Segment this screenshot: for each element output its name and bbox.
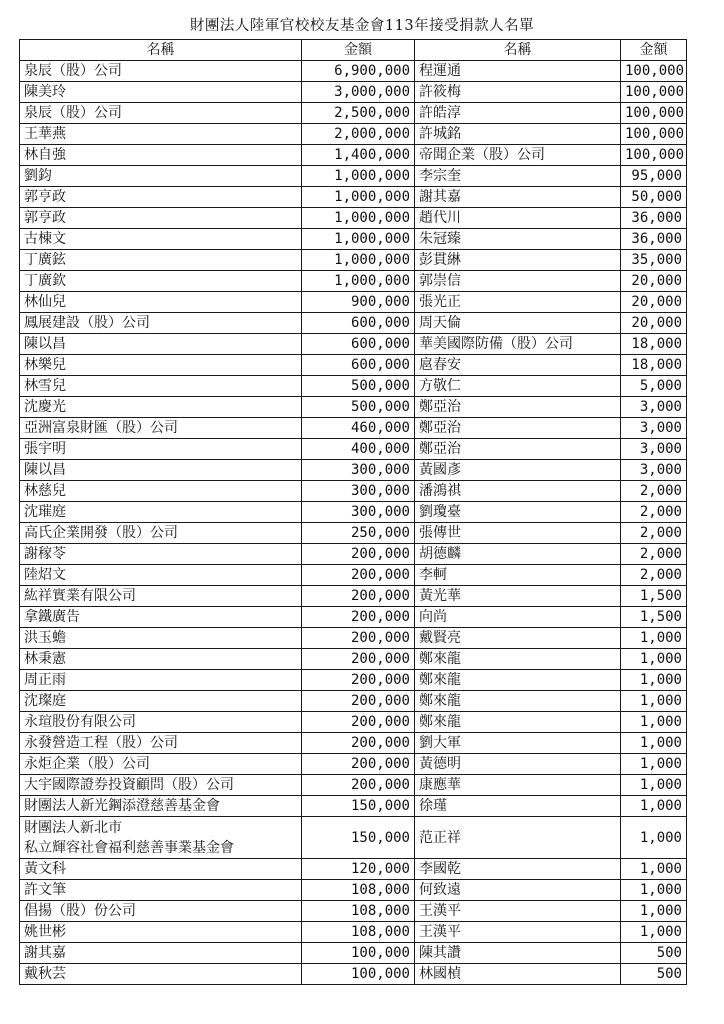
donation-amount-right: 20,000 xyxy=(621,271,687,292)
donor-name-left-line: 拿鐵廣告 xyxy=(24,609,80,625)
donation-amount-right: 100,000 xyxy=(621,82,687,103)
donor-name-left-line: 永瑄股份有限公司 xyxy=(24,714,136,730)
donation-amount-left: 108,000 xyxy=(302,901,415,922)
table-row xyxy=(20,544,687,565)
table-row xyxy=(20,208,687,229)
table-header-row xyxy=(20,40,687,61)
table-row xyxy=(20,166,687,187)
donor-name-left-line: 泉辰（股）公司 xyxy=(24,105,122,121)
table-row xyxy=(20,775,687,796)
donation-amount-right: 500 xyxy=(621,943,687,964)
table-row xyxy=(20,250,687,271)
donation-amount-left: 200,000 xyxy=(302,691,415,712)
donation-amount-right: 1,000 xyxy=(621,733,687,754)
donor-name-left xyxy=(20,964,302,985)
donor-name-left xyxy=(20,901,302,922)
table-row xyxy=(20,481,687,502)
donation-amount-left: 600,000 xyxy=(302,355,415,376)
donation-amount-left: 200,000 xyxy=(302,670,415,691)
donor-name-left-line: 紘祥實業有限公司 xyxy=(24,588,136,604)
donor-name-left-line: 泉辰（股）公司 xyxy=(24,63,122,79)
header-name-left: 名稱 xyxy=(20,40,302,61)
donation-amount-right: 100,000 xyxy=(621,145,687,166)
donor-name-right: 鄭亞治 xyxy=(415,397,621,418)
table-row xyxy=(20,964,687,985)
table-row xyxy=(20,502,687,523)
table-row xyxy=(20,82,687,103)
donor-table-body xyxy=(20,61,687,985)
donor-name-right: 朱冠臻 xyxy=(415,229,621,250)
donor-name-left-line: 陸炤文 xyxy=(24,567,66,583)
donation-amount-right: 1,000 xyxy=(621,691,687,712)
donation-amount-right: 1,000 xyxy=(621,880,687,901)
table-row xyxy=(20,733,687,754)
donation-amount-left: 200,000 xyxy=(302,544,415,565)
donor-name-right: 林國楨 xyxy=(415,964,621,985)
donor-name-left-line: 郭亨政 xyxy=(24,189,66,205)
table-row xyxy=(20,271,687,292)
donor-name-left-line: 大宇國際證券投資顧問（股）公司 xyxy=(24,777,234,793)
donor-table xyxy=(19,39,687,985)
donor-name-left xyxy=(20,943,302,964)
donor-name-left xyxy=(20,124,302,145)
donor-name-left xyxy=(20,439,302,460)
table-row xyxy=(20,439,687,460)
donor-name-right: 程運通 xyxy=(415,61,621,82)
donor-name-left-line: 陳美玲 xyxy=(24,84,66,100)
donor-name-left xyxy=(20,670,302,691)
donor-name-left xyxy=(20,523,302,544)
table-row xyxy=(20,292,687,313)
donor-name-right: 鄭來龍 xyxy=(415,712,621,733)
header-name-right: 名稱 xyxy=(415,40,621,61)
donor-name-right: 許皓淳 xyxy=(415,103,621,124)
donor-name-right: 康應華 xyxy=(415,775,621,796)
donor-name-left-line: 林仙兒 xyxy=(24,294,66,310)
donation-amount-right: 2,000 xyxy=(621,523,687,544)
donor-name-left xyxy=(20,103,302,124)
donor-name-right: 黃國彥 xyxy=(415,460,621,481)
donor-name-right: 華美國際防備（股）公司 xyxy=(415,334,621,355)
table-row xyxy=(20,229,687,250)
table-row xyxy=(20,334,687,355)
donation-amount-left: 200,000 xyxy=(302,733,415,754)
table-row xyxy=(20,586,687,607)
donor-name-left-line: 鳳展建設（股）公司 xyxy=(24,315,150,331)
donor-name-left-line: 王華燕 xyxy=(24,126,66,142)
donation-amount-left: 600,000 xyxy=(302,334,415,355)
donation-amount-left: 120,000 xyxy=(302,859,415,880)
donor-name-right: 趙代川 xyxy=(415,208,621,229)
donor-name-left xyxy=(20,880,302,901)
donation-amount-left: 108,000 xyxy=(302,880,415,901)
donor-name-left xyxy=(20,712,302,733)
table-row xyxy=(20,901,687,922)
table-row xyxy=(20,922,687,943)
donor-name-right: 向尚 xyxy=(415,607,621,628)
donor-name-left xyxy=(20,565,302,586)
donor-name-left-line: 黃文科 xyxy=(24,861,66,877)
donation-amount-right: 1,000 xyxy=(621,754,687,775)
donor-name-right: 徐瑾 xyxy=(415,796,621,817)
donation-amount-right: 1,500 xyxy=(621,607,687,628)
donation-amount-left: 6,900,000 xyxy=(302,61,415,82)
donor-name-left-line: 沈璨庭 xyxy=(24,693,66,709)
table-row xyxy=(20,376,687,397)
donation-amount-right: 1,000 xyxy=(621,901,687,922)
table-row xyxy=(20,859,687,880)
donor-name-left-line: 陳以昌 xyxy=(24,336,66,352)
donor-name-right: 范正祥 xyxy=(415,817,621,859)
donor-name-left xyxy=(20,796,302,817)
donor-name-left-line: 古棟文 xyxy=(24,231,66,247)
donation-amount-left: 1,000,000 xyxy=(302,271,415,292)
donor-name-left-line: 丁廣鉉 xyxy=(24,252,66,268)
table-row xyxy=(20,460,687,481)
table-row xyxy=(20,943,687,964)
donation-amount-right: 1,000 xyxy=(621,817,687,859)
table-row xyxy=(20,796,687,817)
donation-amount-left: 200,000 xyxy=(302,754,415,775)
donation-amount-left: 1,000,000 xyxy=(302,229,415,250)
donor-name-right: 許筱梅 xyxy=(415,82,621,103)
donor-name-right: 陳其讚 xyxy=(415,943,621,964)
donation-amount-right: 2,000 xyxy=(621,544,687,565)
table-row xyxy=(20,124,687,145)
donor-name-right: 扈春安 xyxy=(415,355,621,376)
donation-amount-right: 95,000 xyxy=(621,166,687,187)
donor-name-left-line: 倡揚（股）份公司 xyxy=(24,903,136,919)
table-row xyxy=(20,397,687,418)
donor-name-right: 張光正 xyxy=(415,292,621,313)
donor-name-right: 郭崇信 xyxy=(415,271,621,292)
table-row xyxy=(20,817,687,859)
donation-amount-left: 300,000 xyxy=(302,460,415,481)
donation-amount-left: 100,000 xyxy=(302,943,415,964)
donor-name-right: 謝其嘉 xyxy=(415,187,621,208)
donor-name-left xyxy=(20,649,302,670)
donation-amount-right: 1,000 xyxy=(621,859,687,880)
donation-amount-left: 3,000,000 xyxy=(302,82,415,103)
donation-amount-left: 600,000 xyxy=(302,313,415,334)
donor-name-right: 彭貫綝 xyxy=(415,250,621,271)
table-row xyxy=(20,187,687,208)
table-row xyxy=(20,607,687,628)
donation-amount-left: 200,000 xyxy=(302,565,415,586)
donation-amount-right: 3,000 xyxy=(621,460,687,481)
donation-amount-right: 1,500 xyxy=(621,586,687,607)
donation-amount-left: 200,000 xyxy=(302,586,415,607)
header-amount-left: 金額 xyxy=(302,40,415,61)
donation-amount-left: 150,000 xyxy=(302,796,415,817)
donor-name-left-line: 財團法人新光鋼添澄慈善基金會 xyxy=(24,798,220,814)
donation-amount-left: 200,000 xyxy=(302,607,415,628)
donor-name-left xyxy=(20,418,302,439)
donor-name-left xyxy=(20,775,302,796)
donation-amount-right: 50,000 xyxy=(621,187,687,208)
donor-name-left-line: 林自強 xyxy=(24,147,66,163)
donation-amount-left: 100,000 xyxy=(302,964,415,985)
donation-amount-right: 1,000 xyxy=(621,922,687,943)
donor-name-right: 周天倫 xyxy=(415,313,621,334)
donation-amount-left: 500,000 xyxy=(302,376,415,397)
table-row xyxy=(20,628,687,649)
donation-amount-right: 18,000 xyxy=(621,334,687,355)
donation-amount-right: 2,000 xyxy=(621,502,687,523)
donation-amount-right: 1,000 xyxy=(621,628,687,649)
donor-name-left xyxy=(20,82,302,103)
donor-name-left-line: 永發營造工程（股）公司 xyxy=(24,735,178,751)
donor-name-left xyxy=(20,208,302,229)
table-row xyxy=(20,313,687,334)
donor-name-left-line: 陳以昌 xyxy=(24,462,66,478)
donor-name-left-line: 郭亨政 xyxy=(24,210,66,226)
donation-amount-right: 2,000 xyxy=(621,481,687,502)
donor-name-left xyxy=(20,586,302,607)
donor-name-right: 鄭來龍 xyxy=(415,691,621,712)
donor-name-left-line: 戴秋芸 xyxy=(24,966,66,982)
donation-amount-left: 900,000 xyxy=(302,292,415,313)
donor-name-left xyxy=(20,313,302,334)
donor-name-left xyxy=(20,187,302,208)
donor-name-right: 李國乾 xyxy=(415,859,621,880)
document-title: 財團法人陸軍官校校友基金會113年接受捐款人名單 xyxy=(189,18,535,34)
donation-amount-left: 2,000,000 xyxy=(302,124,415,145)
table-row xyxy=(20,565,687,586)
donor-name-left xyxy=(20,607,302,628)
donation-amount-left: 108,000 xyxy=(302,922,415,943)
donation-amount-left: 400,000 xyxy=(302,439,415,460)
table-row xyxy=(20,523,687,544)
donation-amount-right: 100,000 xyxy=(621,61,687,82)
donor-name-left xyxy=(20,733,302,754)
donor-name-left-line: 林雪兒 xyxy=(24,378,66,394)
donation-amount-left: 200,000 xyxy=(302,712,415,733)
donation-amount-right: 100,000 xyxy=(621,103,687,124)
donor-name-right: 帝聞企業（股）公司 xyxy=(415,145,621,166)
donation-amount-left: 1,400,000 xyxy=(302,145,415,166)
donor-name-right: 李軻 xyxy=(415,565,621,586)
donor-name-left-line: 姚世彬 xyxy=(24,924,66,940)
donation-amount-right: 36,000 xyxy=(621,229,687,250)
donor-name-left-line: 洪玉蟾 xyxy=(24,630,66,646)
donation-amount-left: 300,000 xyxy=(302,481,415,502)
donor-name-left xyxy=(20,628,302,649)
donor-name-left xyxy=(20,355,302,376)
donation-amount-left: 250,000 xyxy=(302,523,415,544)
donation-amount-left: 1,000,000 xyxy=(302,250,415,271)
donation-amount-right: 3,000 xyxy=(621,439,687,460)
header-amount-right: 金額 xyxy=(621,40,687,61)
donor-name-left xyxy=(20,166,302,187)
donation-amount-right: 500 xyxy=(621,964,687,985)
donor-name-right: 劉瓊臺 xyxy=(415,502,621,523)
donation-amount-left: 200,000 xyxy=(302,649,415,670)
donation-amount-right: 1,000 xyxy=(621,775,687,796)
donation-amount-right: 1,000 xyxy=(621,670,687,691)
donation-amount-right: 5,000 xyxy=(621,376,687,397)
donation-amount-left: 1,000,000 xyxy=(302,187,415,208)
donation-amount-left: 1,000,000 xyxy=(302,166,415,187)
donor-name-right: 鄭來龍 xyxy=(415,649,621,670)
table-row xyxy=(20,355,687,376)
donation-amount-left: 300,000 xyxy=(302,502,415,523)
donor-name-right: 鄭亞治 xyxy=(415,439,621,460)
donation-amount-right: 1,000 xyxy=(621,796,687,817)
donor-name-right: 黃光華 xyxy=(415,586,621,607)
table-row xyxy=(20,691,687,712)
table-row xyxy=(20,754,687,775)
donor-name-left xyxy=(20,691,302,712)
donor-name-left xyxy=(20,460,302,481)
donor-name-left xyxy=(20,397,302,418)
donor-name-left xyxy=(20,61,302,82)
donor-name-left-line: 林慈兒 xyxy=(24,483,66,499)
table-row xyxy=(20,418,687,439)
donor-name-left xyxy=(20,376,302,397)
donor-name-left-line: 永炬企業（股）公司 xyxy=(24,756,150,772)
donor-name-left xyxy=(20,271,302,292)
donor-name-right: 黃德明 xyxy=(415,754,621,775)
donation-amount-right: 35,000 xyxy=(621,250,687,271)
donation-amount-right: 3,000 xyxy=(621,397,687,418)
table-row xyxy=(20,712,687,733)
donation-amount-right: 1,000 xyxy=(621,649,687,670)
donor-name-left xyxy=(20,250,302,271)
donor-name-right: 王漢平 xyxy=(415,901,621,922)
donor-name-left-line: 周正雨 xyxy=(24,672,66,688)
donor-name-left xyxy=(20,754,302,775)
donor-name-left-line: 沈璀庭 xyxy=(24,504,66,520)
donation-amount-right: 20,000 xyxy=(621,292,687,313)
donor-name-left-line: 財團法人新北市 xyxy=(24,819,122,836)
donation-amount-left: 500,000 xyxy=(302,397,415,418)
donation-amount-left: 2,500,000 xyxy=(302,103,415,124)
donor-name-left-line: 亞洲富泉財匯（股）公司 xyxy=(24,420,178,436)
donation-amount-right: 18,000 xyxy=(621,355,687,376)
donation-amount-right: 100,000 xyxy=(621,124,687,145)
donor-name-right: 鄭來龍 xyxy=(415,670,621,691)
donor-name-right: 李宗奎 xyxy=(415,166,621,187)
donor-name-left xyxy=(20,334,302,355)
donation-amount-right: 3,000 xyxy=(621,418,687,439)
donor-name-left xyxy=(20,544,302,565)
donor-name-left-line: 高氏企業開發（股）公司 xyxy=(24,525,178,541)
donor-name-left-line: 丁廣欽 xyxy=(24,273,66,289)
donation-amount-left: 150,000 xyxy=(302,817,415,859)
donation-amount-left: 1,000,000 xyxy=(302,208,415,229)
donor-name-right: 何致遠 xyxy=(415,880,621,901)
donor-name-left xyxy=(20,502,302,523)
donor-name-right: 潘鴻祺 xyxy=(415,481,621,502)
donor-name-left-line: 許文筆 xyxy=(24,882,66,898)
donor-name-left xyxy=(20,229,302,250)
donation-amount-left: 200,000 xyxy=(302,775,415,796)
donor-name-right: 王漢平 xyxy=(415,922,621,943)
donor-name-right: 方敬仁 xyxy=(415,376,621,397)
table-row xyxy=(20,61,687,82)
donation-amount-right: 20,000 xyxy=(621,313,687,334)
donor-name-left-line: 沈慶光 xyxy=(24,399,66,415)
donor-name-right: 戴賢亮 xyxy=(415,628,621,649)
donor-name-left xyxy=(20,859,302,880)
donation-amount-left: 460,000 xyxy=(302,418,415,439)
donation-amount-right: 36,000 xyxy=(621,208,687,229)
table-row xyxy=(20,880,687,901)
table-row xyxy=(20,103,687,124)
donor-name-left xyxy=(20,481,302,502)
donor-name-left-line: 林秉憲 xyxy=(24,651,66,667)
table-row xyxy=(20,670,687,691)
donor-name-left-line: 謝其嘉 xyxy=(24,945,66,961)
donor-name-left-line: 張宇明 xyxy=(24,441,66,457)
donation-amount-right: 1,000 xyxy=(621,712,687,733)
donation-amount-left: 200,000 xyxy=(302,628,415,649)
donor-name-right: 劉大軍 xyxy=(415,733,621,754)
donor-name-left-line: 私立輝容社會福利慈善事業基金會 xyxy=(24,839,234,856)
donation-amount-right: 2,000 xyxy=(621,565,687,586)
donor-name-right: 胡德麟 xyxy=(415,544,621,565)
donor-name-left-line: 劉鈞 xyxy=(24,168,52,184)
donor-name-left xyxy=(20,817,302,859)
donor-name-left xyxy=(20,292,302,313)
donor-name-right: 張傳世 xyxy=(415,523,621,544)
donor-name-left xyxy=(20,922,302,943)
donor-name-right: 鄭亞治 xyxy=(415,418,621,439)
donor-name-left xyxy=(20,145,302,166)
table-row xyxy=(20,649,687,670)
donor-name-right: 許城銘 xyxy=(415,124,621,145)
donor-name-left-line: 謝稼苓 xyxy=(24,546,66,562)
table-row xyxy=(20,145,687,166)
donor-name-left-line: 林樂兒 xyxy=(24,357,66,373)
